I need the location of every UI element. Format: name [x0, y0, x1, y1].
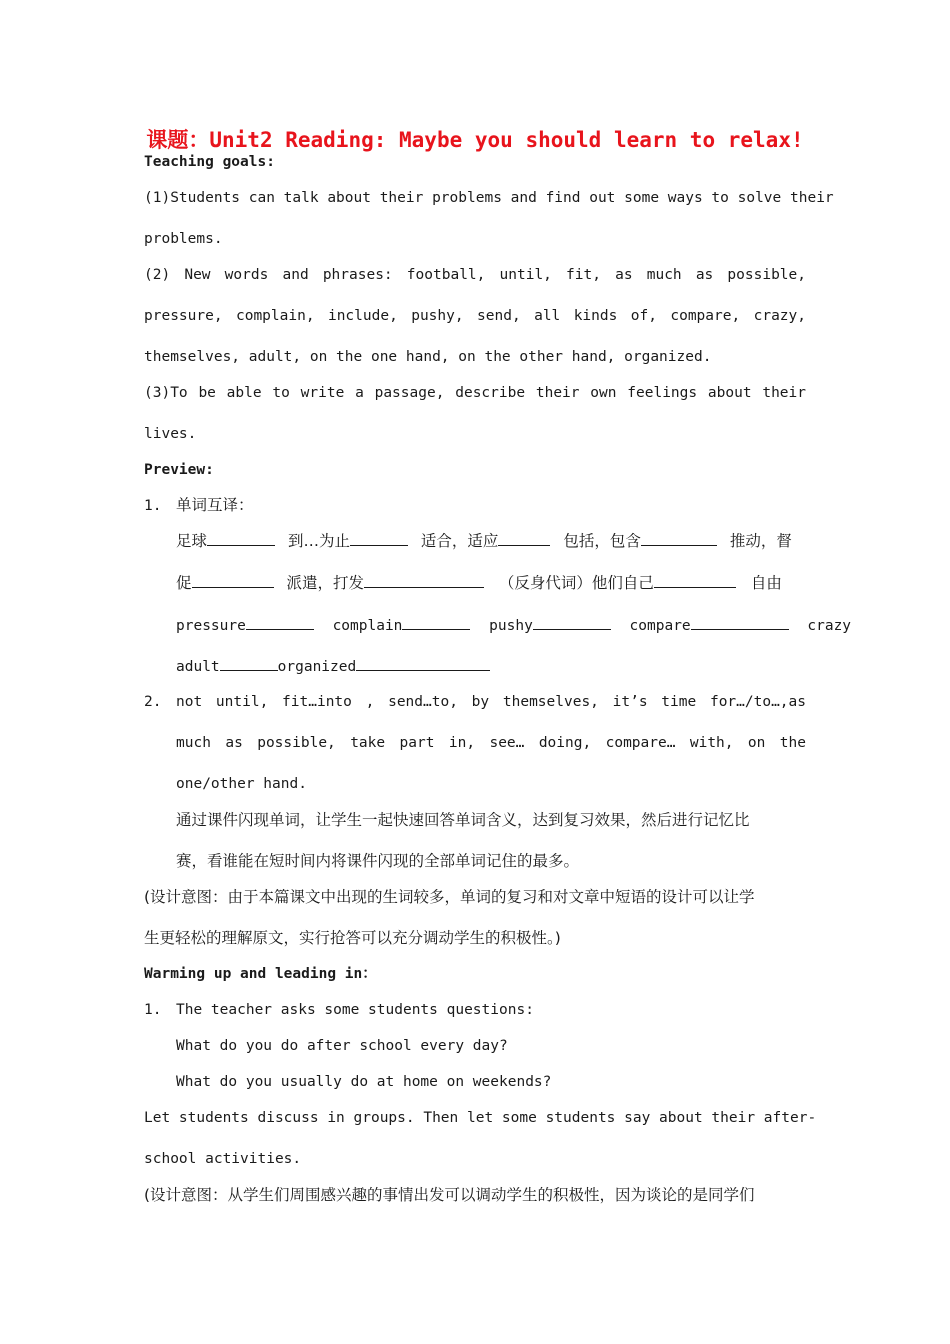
blank-field[interactable] — [207, 531, 275, 546]
preview-item-1-label: 单词互译： — [176, 496, 254, 514]
word-free: 自由 — [750, 574, 782, 592]
blank-field[interactable] — [691, 615, 789, 630]
blank-field[interactable] — [246, 615, 314, 630]
goal-2-line-1: (2) New words and phrases: football, until, fit, as much as possible, — [144, 267, 806, 283]
warming-item-1-number: 1. — [144, 1002, 162, 1018]
blank-field[interactable] — [192, 573, 274, 588]
goal-2-line-2: pressure, complain, include, pushy, send, all kinds of, compare, crazy, — [144, 308, 806, 324]
word-until: 到…为止 — [287, 532, 350, 550]
warming-question-1: What do you do after school every day? — [176, 1038, 508, 1054]
word-translation-row-4 — [176, 656, 806, 677]
blank-field[interactable] — [356, 656, 490, 671]
discussion-line-2: school activities. — [144, 1151, 302, 1167]
word-complain: complain — [332, 618, 403, 634]
word-include: 包括，包含 — [563, 532, 641, 550]
blank-field[interactable] — [220, 656, 278, 671]
word-send: 派遣，打发 — [286, 574, 364, 592]
blank-field[interactable] — [402, 615, 470, 630]
preview-item-1-number: 1. — [144, 498, 162, 514]
blank-field[interactable] — [350, 531, 408, 546]
discussion-line-1: Let students discuss in groups. Then let some students say about their after- — [144, 1110, 817, 1126]
goal-1-line-1: (1)Students can talk about their problems and find out some ways to solve their — [144, 190, 834, 206]
word-compare: compare — [629, 618, 691, 634]
phrases-line-1: not until, fit…into , send…to, by themselves, it’s time for…/to…,as — [176, 694, 806, 710]
word-pushy: pushy — [489, 618, 533, 634]
warming-up-heading: Warming up and leading in： — [144, 966, 377, 982]
word-push-part-1: 推动，督 — [729, 532, 792, 550]
activity-note-line-2: 赛，看谁能在短时间内将课件闪现的全部单词记住的最多。 — [176, 852, 580, 870]
blank-field[interactable] — [533, 615, 611, 630]
word-themselves: （反身代词）他们自己 — [498, 574, 654, 592]
phrases-line-2: much as possible, take part in, see… doing, compare… with, on the — [176, 735, 806, 751]
blank-field[interactable] — [364, 573, 484, 588]
phrases-line-3: one/other hand. — [176, 776, 307, 792]
warming-question-intro: The teacher asks some students questions: — [176, 1002, 534, 1018]
word-organized: organized — [277, 659, 357, 675]
lesson-title: 课题：Unit2 Reading: Maybe you should learn to relax! — [146, 128, 804, 152]
warming-question-2: What do you usually do at home on weekends? — [176, 1074, 552, 1090]
preview-item-2-number: 2. — [144, 694, 162, 710]
goal-1-line-2: problems. — [144, 231, 223, 247]
blank-field[interactable] — [641, 531, 717, 546]
design-intent-1-line-1: (设计意图：由于本篇课文中出现的生词较多，单词的复习和对文章中短语的设计可以让学 — [144, 888, 755, 906]
word-fit: 适合，适应 — [420, 532, 499, 550]
blank-field[interactable] — [498, 531, 550, 546]
blank-field[interactable] — [654, 573, 736, 588]
word-adult: adult — [176, 659, 220, 675]
word-pressure: pressure — [176, 618, 246, 634]
word-crazy: crazy — [807, 618, 852, 634]
word-translation-row-3 — [176, 615, 852, 636]
goal-3-line-2: lives. — [144, 426, 197, 442]
preview-heading: Preview: — [144, 462, 214, 478]
word-football: 足球 — [176, 532, 208, 550]
teaching-goals-heading: Teaching goals: — [144, 154, 275, 170]
word-translation-row-1 — [176, 531, 806, 551]
word-translation-row-2 — [176, 573, 806, 593]
design-intent-1-line-2: 生更轻松的理解原文，实行抢答可以充分调动学生的积极性。) — [144, 929, 561, 947]
design-intent-2-line-1: (设计意图：从学生们周围感兴趣的事情出发可以调动学生的积极性，因为谈论的是同学们 — [144, 1186, 755, 1204]
activity-note-line-1: 通过课件闪现单词，让学生一起快速回答单词含义，达到复习效果，然后进行记忆比 — [176, 811, 750, 829]
word-push-part-2: 促 — [176, 574, 192, 592]
goal-2-line-3: themselves, adult, on the one hand, on the other hand, organized. — [144, 349, 712, 365]
goal-3-line-1: (3)To be able to write a passage, describe their own feelings about their — [144, 385, 806, 401]
